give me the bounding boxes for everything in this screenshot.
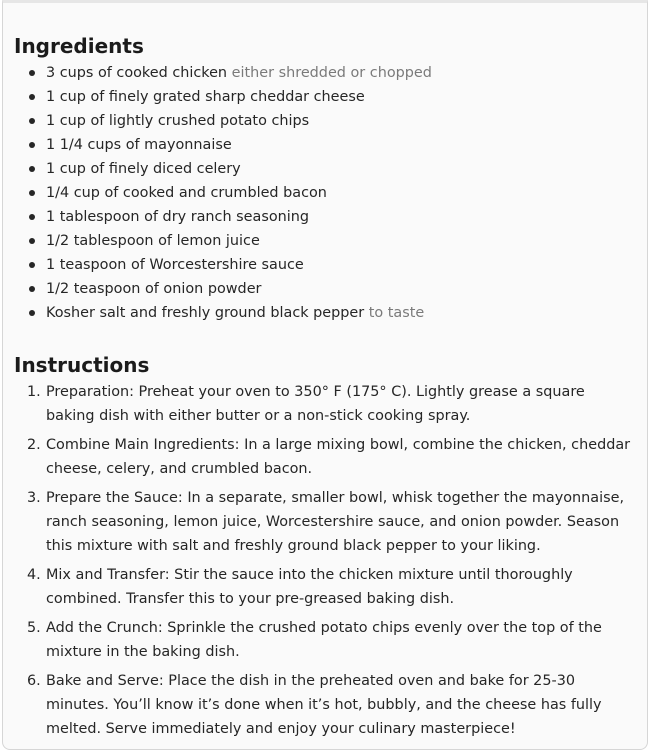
recipe-card	[2, 0, 648, 750]
instructions-list	[3, 380, 643, 746]
ingredient-text: 1 cup of finely grated sharp cheddar cheese	[46, 89, 365, 105]
bullet-icon	[29, 166, 35, 172]
instruction-step	[3, 486, 643, 558]
ingredients-list	[3, 61, 643, 325]
ingredient-note: to taste	[368, 305, 425, 321]
ingredient-text: 1/2 teaspoon of onion powder	[46, 281, 262, 297]
step-text: Mix and Transfer: Stir the sauce into the chicken mixture until thoroughly combined. Transfer this to your pre-greased baking dish.	[46, 567, 573, 607]
ingredient-text: 1/4 cup of cooked and crumbled bacon	[46, 185, 327, 201]
step-number: 2.	[27, 437, 41, 453]
step-text: Add the Crunch: Sprinkle the crushed potato chips evenly over the top of the mixture in the baking dish.	[46, 620, 602, 660]
step-number: 4.	[27, 567, 41, 583]
list-item	[3, 253, 643, 277]
list-item	[3, 229, 643, 253]
bullet-icon	[29, 262, 35, 268]
list-item	[3, 205, 643, 229]
list-item	[3, 181, 643, 205]
list-item	[3, 277, 643, 301]
ingredient-text: 3 cups of cooked chicken	[46, 65, 232, 81]
step-text: Prepare the Sauce: In a separate, smaller bowl, whisk together the mayonnaise, ranch seasoning, lemon juice, Worcestershire sauce, and onion powder. Season this mixture with salt and freshly ground black pepper to your liking.	[46, 490, 625, 554]
ingredient-text: 1 teaspoon of Worcestershire sauce	[46, 257, 304, 273]
ingredients-heading: Ingredients	[14, 34, 144, 58]
bullet-icon	[29, 118, 35, 124]
ingredient-text: Kosher salt and freshly ground black pepper	[46, 305, 369, 321]
instruction-step	[3, 563, 643, 611]
bullet-icon	[29, 70, 35, 76]
ingredient-note: either shredded or chopped	[231, 65, 432, 81]
ingredient-text: 1 tablespoon of dry ranch seasoning	[46, 209, 310, 225]
list-item	[3, 109, 643, 133]
bullet-icon	[29, 286, 35, 292]
list-item	[3, 61, 643, 85]
step-number: 1.	[27, 384, 41, 400]
step-number: 5.	[27, 620, 41, 636]
bullet-icon	[29, 310, 35, 316]
step-text: Combine Main Ingredients: In a large mixing bowl, combine the chicken, cheddar cheese, celery, and crumbled bacon.	[46, 437, 631, 477]
ingredient-text: 1/2 tablespoon of lemon juice	[46, 233, 260, 249]
step-text: Bake and Serve: Place the dish in the preheated oven and bake for 25-30 minutes. You’ll know it’s done when it’s hot, bubbly, and the cheese has fully melted. Serve immediately and enjoy your culinary masterpiece!	[46, 673, 602, 737]
list-item	[3, 133, 643, 157]
list-item	[3, 301, 643, 325]
bullet-icon	[29, 238, 35, 244]
list-item	[3, 157, 643, 181]
bullet-icon	[29, 142, 35, 148]
list-item	[3, 85, 643, 109]
instruction-step	[3, 433, 643, 481]
instructions-heading: Instructions	[14, 353, 150, 377]
ingredient-text: 1 1/4 cups of mayonnaise	[46, 137, 232, 153]
ingredient-text: 1 cup of finely diced celery	[46, 161, 241, 177]
bullet-icon	[29, 190, 35, 196]
instruction-step	[3, 380, 643, 428]
step-number: 3.	[27, 490, 41, 506]
bullet-icon	[29, 214, 35, 220]
step-text: Preparation: Preheat your oven to 350° F (175° C). Lightly grease a square baking dish with either butter or a non-stick cooking spray.	[46, 384, 585, 424]
ingredient-text: 1 cup of lightly crushed potato chips	[46, 113, 310, 129]
step-number: 6.	[27, 673, 41, 689]
instruction-step	[3, 669, 643, 741]
instruction-step	[3, 616, 643, 664]
bullet-icon	[29, 94, 35, 100]
